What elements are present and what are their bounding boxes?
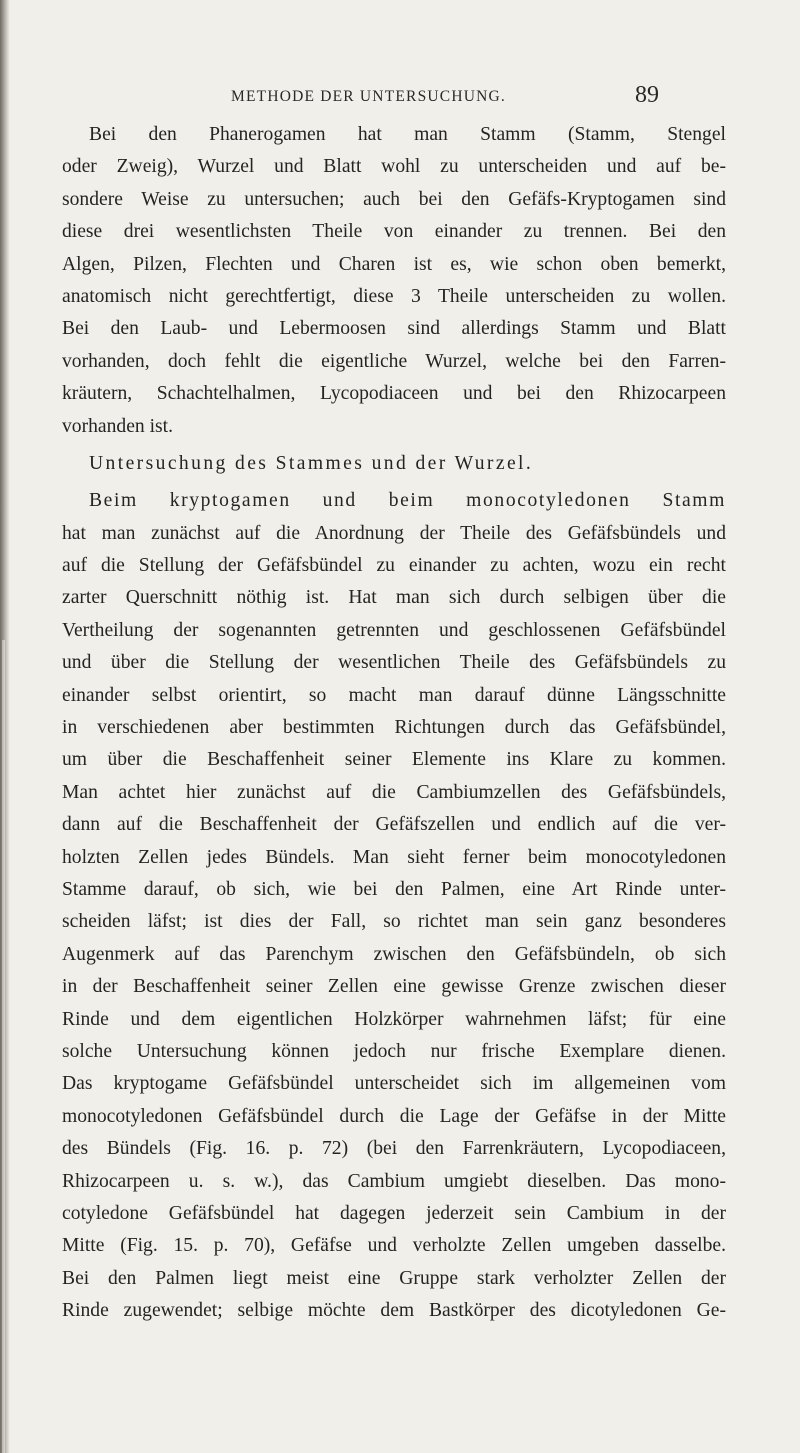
text-line: solche Untersuchung können jedoch nur frische Exemplare dienen.	[62, 1040, 726, 1062]
text-line: sondere Weise zu untersuchen; auch bei den Gefäfs-Kryptogamen sind	[62, 188, 726, 210]
binding-edge	[2, 640, 5, 1453]
text-line: Mitte (Fig. 15. p. 70), Gefäfse und verholzte Zellen umgeben dasselbe.	[62, 1235, 726, 1257]
body-text	[62, 119, 726, 1327]
text-line: Vertheilung der sogenannten getrennten und geschlossenen Gefäfsbündel	[62, 619, 726, 641]
text-line: um über die Beschaffenheit seiner Elemente ins Klare zu kommen.	[62, 749, 726, 771]
text-line: Rhizocarpeen u. s. w.), das Cambium umgiebt dieselben. Das mono-	[62, 1170, 726, 1192]
running-title: METHODE DER UNTERSUCHUNG.	[231, 88, 506, 105]
text-line: Rinde und dem eigentlichen Holzkörper wahrnehmen läfst; für eine	[62, 1008, 726, 1030]
text-line: Bei den Phanerogamen hat man Stamm (Stamm, Stengel	[89, 124, 726, 145]
text-line: vorhanden ist.	[62, 415, 174, 437]
text-line: kräutern, Schachtelhalmen, Lycopodiaceen und bei den Rhizocarpeen	[62, 383, 726, 405]
text-line: des Bündels (Fig. 16. p. 72) (bei den Farrenkräutern, Lycopodiaceen,	[62, 1138, 726, 1160]
paragraph	[62, 119, 726, 443]
text-line: Bei den Laub- und Lebermoosen sind allerdings Stamm und Blatt	[62, 318, 726, 340]
text-line: anatomisch nicht gerechtfertigt, diese 3 Theile unterscheiden zu wollen.	[62, 285, 726, 307]
text-line: einander selbst orientirt, so macht man darauf dünne Längsschnitte	[62, 684, 726, 706]
text-line: Bei den Palmen liegt meist eine Gruppe stark verholzter Zellen der	[62, 1267, 726, 1289]
text-line: dann auf die Beschaffenheit der Gefäfszellen und endlich auf die ver-	[62, 814, 726, 836]
text-line: zarter Querschnitt nöthig ist. Hat man sich durch selbigen über die	[62, 587, 726, 609]
text-line: oder Zweig), Wurzel und Blatt wohl zu unterscheiden und auf be-	[62, 156, 726, 178]
running-head	[0, 82, 800, 112]
text-line: monocotyledonen Gefäfsbündel durch die Lage der Gefäfse in der Mitte	[62, 1105, 726, 1127]
page-number: 89	[635, 82, 659, 108]
text-line: scheiden läfst; ist dies der Fall, so richtet man sein ganz besonderes	[62, 911, 726, 933]
text-line: Beim kryptogamen und beim monocotyledonen Stamm	[89, 490, 726, 512]
section-heading: Untersuchung des Stammes und der Wurzel.	[89, 452, 534, 474]
text-line: vorhanden, doch fehlt die eigentliche Wurzel, welche bei den Farren-	[62, 350, 726, 372]
text-line: Augenmerk auf das Parenchym zwischen den Gefäfsbündeln, ob sich	[62, 943, 726, 965]
text-line: auf die Stellung der Gefäfsbündel zu einander zu achten, wozu ein recht	[62, 555, 726, 577]
text-line: holzten Zellen jedes Bündels. Man sieht ferner beim monocotyledonen	[62, 846, 726, 868]
text-line: Algen, Pilzen, Flechten und Charen ist es, wie schon oben bemerkt,	[62, 253, 726, 275]
text-line: Das kryptogame Gefäfsbündel unterscheidet sich im allgemeinen vom	[62, 1073, 726, 1095]
text-line: diese drei wesentlichsten Theile von einander zu trennen. Bei den	[62, 221, 726, 243]
text-line: Man achtet hier zunächst auf die Cambiumzellen des Gefäfsbündels,	[62, 781, 726, 803]
paragraph	[62, 485, 726, 1327]
text-line: und über die Stellung der wesentlichen Theile des Gefäfsbündels zu	[62, 652, 726, 674]
text-line: hat man zunächst auf die Anordnung der Theile des Gefäfsbündels und	[62, 522, 726, 544]
text-line: Stamme darauf, ob sich, wie bei den Palmen, eine Art Rinde unter-	[62, 878, 726, 900]
text-line: Rinde zugewendet; selbige möchte dem Bastkörper des dicotyledonen Ge-	[62, 1300, 726, 1322]
text-line: in der Beschaffenheit seiner Zellen eine gewisse Grenze zwischen dieser	[62, 976, 726, 998]
text-line: cotyledone Gefäfsbündel hat dagegen jederzeit sein Cambium in der	[62, 1202, 726, 1224]
text-line: in verschiedenen aber bestimmten Richtungen durch das Gefäfsbündel,	[62, 717, 726, 739]
